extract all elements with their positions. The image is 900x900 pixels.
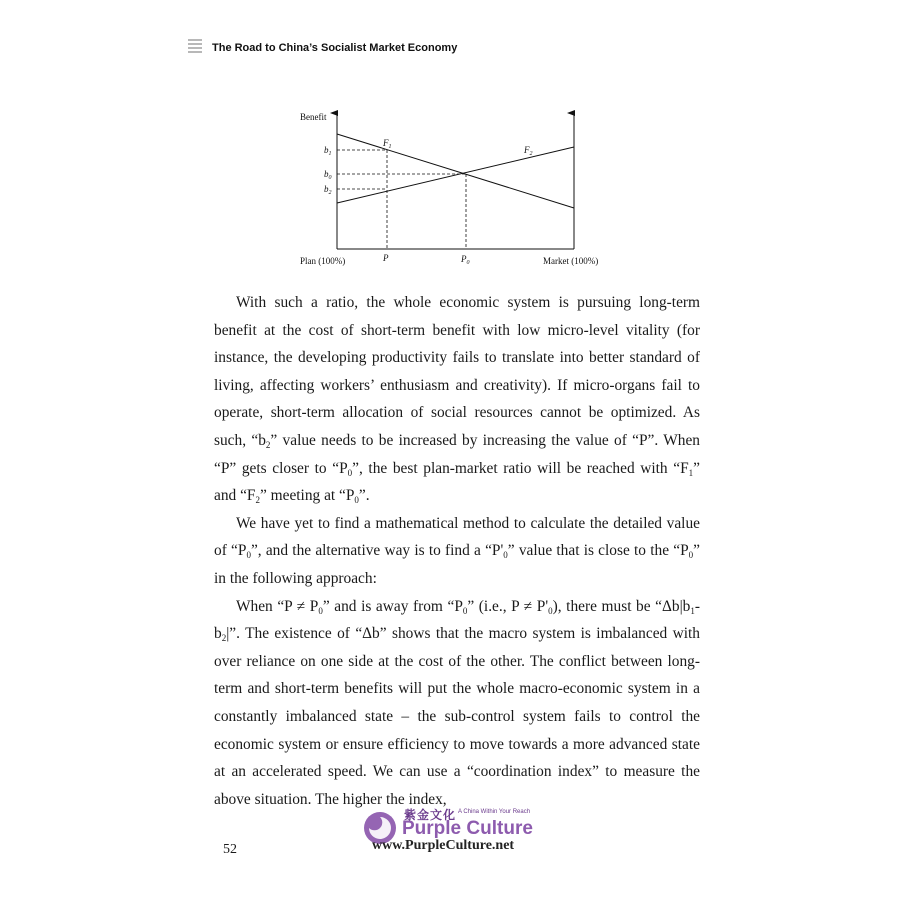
plan-market-benefit-figure bbox=[295, 108, 625, 273]
curve-f1 bbox=[337, 134, 574, 208]
running-head bbox=[188, 38, 457, 58]
tick-b2: $b_2$ bbox=[324, 184, 332, 196]
watermark-tagline: A China Within Your Reach bbox=[458, 809, 531, 815]
paragraph-3: When “$P \ne P_0$” and is away from “$P_0$” (i.e., $P \ne P'_0$), there must be “$\Delta b|b_1-b_2|$”. The existence of “Δb” shows that the macro system is imbalanced with over reliance on one side at the cost of the other. The conflict between long-term and short-term benefits will put the whole macro-economic system in a constantly imbalanced state – the sub-control system fails to control the economic system or ensure efficiency to move towards a more advanced state at an accelerated speed. We can use a “coordination index” to measure the above situation. The higher the index, bbox=[214, 597, 701, 808]
book-title: The Road to China’s Socialist Market Economy bbox=[212, 42, 458, 54]
tick-p: P bbox=[383, 253, 389, 263]
tick-b0: $b_0$ bbox=[324, 169, 332, 181]
curve-f2 bbox=[337, 147, 574, 203]
x-left-label: Plan (100%) bbox=[300, 256, 346, 266]
body-text bbox=[214, 289, 700, 813]
header-ornament-icon bbox=[188, 39, 202, 57]
curve-label-f2: $F_2$ bbox=[524, 145, 533, 157]
figure-svg bbox=[295, 108, 625, 273]
paragraph-1: With such a ratio, the whole economic system is pursuing long-term benefit at the cost of short-term benefit with low micro-level vitality (for instance, the developing productivity fails to translate into better standard of living, affecting workers’ enthusiasm and creativity). If micro-organs fail to operate, short-term allocation of social resources cannot be optimized. As such, “$b_2$” value needs to be increased by increasing the value of “P”. When “P” gets closer to “$P_0$”, the best plan-market ratio will be reached with “$F_1$” and “$F_2$” meeting at “$P_0$”. bbox=[214, 294, 701, 506]
watermark-url: www.PurpleCulture.net bbox=[372, 838, 515, 853]
page-number: 52 bbox=[223, 842, 237, 857]
watermark-name: Purple Culture bbox=[402, 818, 533, 839]
y-axis-label: Benefit bbox=[300, 112, 327, 122]
curve-label-f1: $F_1$ bbox=[383, 138, 392, 150]
paragraph-2: We have yet to find a mathematical method to calculate the detailed value of “$P_0$”, and the alternative way is to find a “$P'_0$” value that is close to the “$P_0$” in the following approach: bbox=[214, 514, 700, 587]
tick-b1: $b_1$ bbox=[324, 145, 332, 157]
tick-p0: $P_0$ bbox=[461, 254, 470, 266]
watermark-chinese: 紫金文化 bbox=[404, 808, 457, 822]
x-right-label: Market (100%) bbox=[543, 256, 599, 266]
